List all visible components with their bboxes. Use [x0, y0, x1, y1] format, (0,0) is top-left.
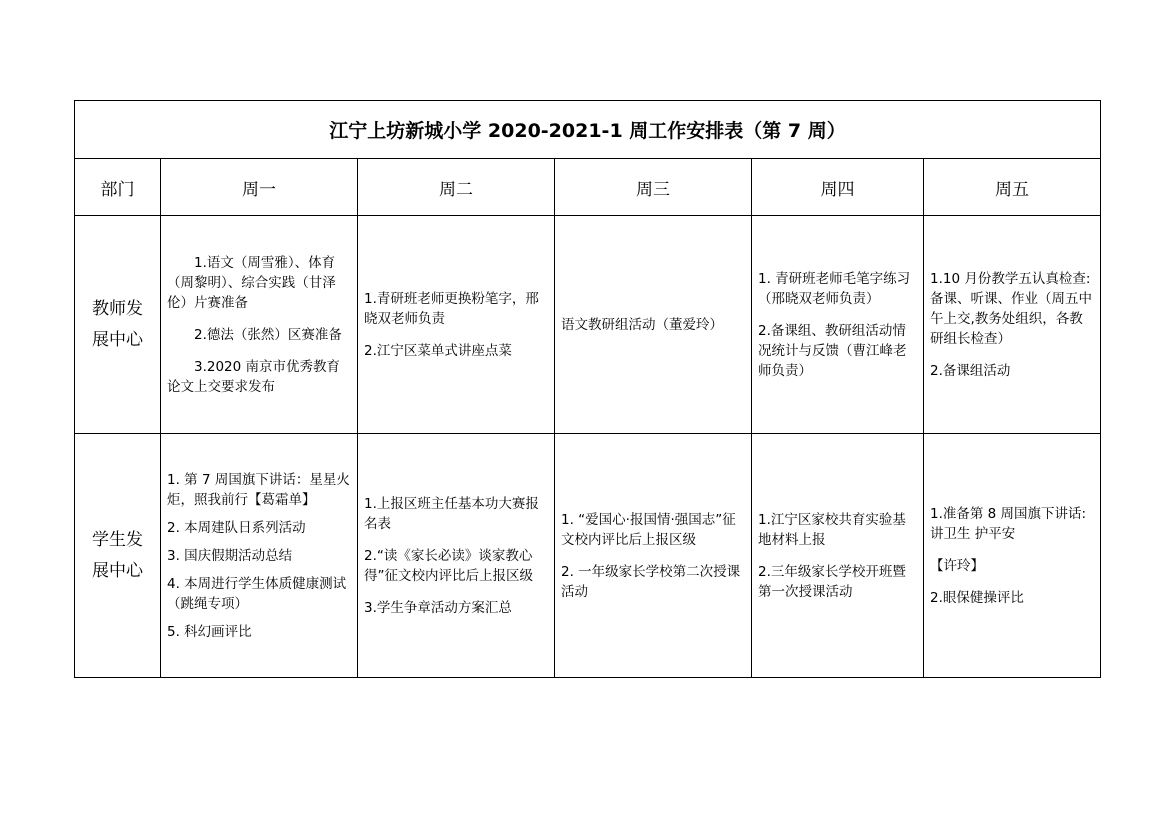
task-item: 3.2020 南京市优秀教育论文上交要求发布 — [167, 358, 341, 395]
row-teacher-development — [75, 216, 1101, 434]
cell-student-wednesday — [555, 434, 752, 678]
task-item: 1.10 月份教学五认真检查: 备课、听课、作业（周五中午上交,教务处组织，各教研组长检查） — [930, 270, 1092, 347]
cell-teacher-monday — [161, 216, 358, 434]
header-dept: 部门 — [75, 159, 161, 216]
header-row — [75, 159, 1101, 216]
task-item: 2.眼保健操评比 — [930, 589, 1024, 606]
task-item: 2.备课组、教研组活动情况统计与反馈（曹江峰老师负责） — [758, 322, 907, 379]
cell-teacher-tuesday — [358, 216, 555, 434]
task-item: 2.三年级家长学校开班暨第一次授课活动 — [758, 563, 906, 600]
task-item: 1.青研班老师更换粉笔字，邢晓双老师负责 — [364, 290, 539, 327]
dept-teacher-development — [75, 216, 161, 434]
task-item: 3. 国庆假期活动总结 — [167, 547, 293, 564]
table-title: 江宁上坊新城小学 2020-2021-1 周工作安排表（第 7 周） — [75, 101, 1101, 159]
task-item: 2. 本周建队日系列活动 — [167, 519, 306, 536]
weekly-schedule-table — [74, 100, 1101, 678]
header-monday: 周一 — [161, 159, 358, 216]
task-item: 4. 本周进行学生体质健康测试（跳绳专项） — [167, 575, 347, 612]
task-item: 1.江宁区家校共育实验基地材料上报 — [758, 511, 906, 548]
cell-student-monday — [161, 434, 358, 678]
task-item: 【许玲】 — [930, 557, 984, 574]
task-item: 2. 一年级家长学校第二次授课活动 — [561, 563, 741, 600]
dept-line: 展中心 — [92, 560, 143, 581]
cell-student-friday — [924, 434, 1101, 678]
task-item: 2.备课组活动 — [930, 362, 1011, 379]
task-item: 1. “爱国心·报国情·强国志”征文校内评比后上报区级 — [561, 511, 736, 548]
header-wednesday: 周三 — [555, 159, 752, 216]
cell-teacher-friday — [924, 216, 1101, 434]
task-item: 3.学生争章活动方案汇总 — [364, 599, 512, 616]
header-thursday: 周四 — [752, 159, 924, 216]
task-item: 2.江宁区菜单式讲座点菜 — [364, 342, 512, 359]
cell-student-thursday — [752, 434, 924, 678]
task-item: 1. 青研班老师毛笔字练习（邢晓双老师负责） — [758, 270, 911, 307]
task-item: 1. 第 7 周国旗下讲话：星星火炬，照我前行【葛霜单】 — [167, 471, 350, 508]
dept-student-development — [75, 434, 161, 678]
task-item: 1.准备第 8 周国旗下讲话:讲卫生 护平安 — [930, 505, 1087, 542]
row-student-development — [75, 434, 1101, 678]
cell-teacher-thursday — [752, 216, 924, 434]
cell-teacher-wednesday — [555, 216, 752, 434]
task-item: 2.“读《家长必读》谈家教心得”征文校内评比后上报区级 — [364, 547, 533, 584]
dept-line: 教师发 — [92, 298, 143, 319]
header-friday: 周五 — [924, 159, 1101, 216]
cell-student-tuesday — [358, 434, 555, 678]
title-row — [75, 101, 1101, 159]
task-item: 1.语文（周雪雅）、体育（周黎明）、综合实践（甘泽伦）片赛准备 — [167, 254, 336, 311]
header-tuesday: 周二 — [358, 159, 555, 216]
dept-line: 学生发 — [92, 529, 143, 550]
task-item: 语文教研组活动（董爱玲） — [561, 316, 723, 333]
dept-line: 展中心 — [92, 329, 143, 350]
task-item: 5. 科幻画评比 — [167, 623, 252, 640]
task-item: 2.德法（张然）区赛准备 — [194, 326, 342, 343]
task-item: 1.上报区班主任基本功大赛报名表 — [364, 495, 539, 532]
